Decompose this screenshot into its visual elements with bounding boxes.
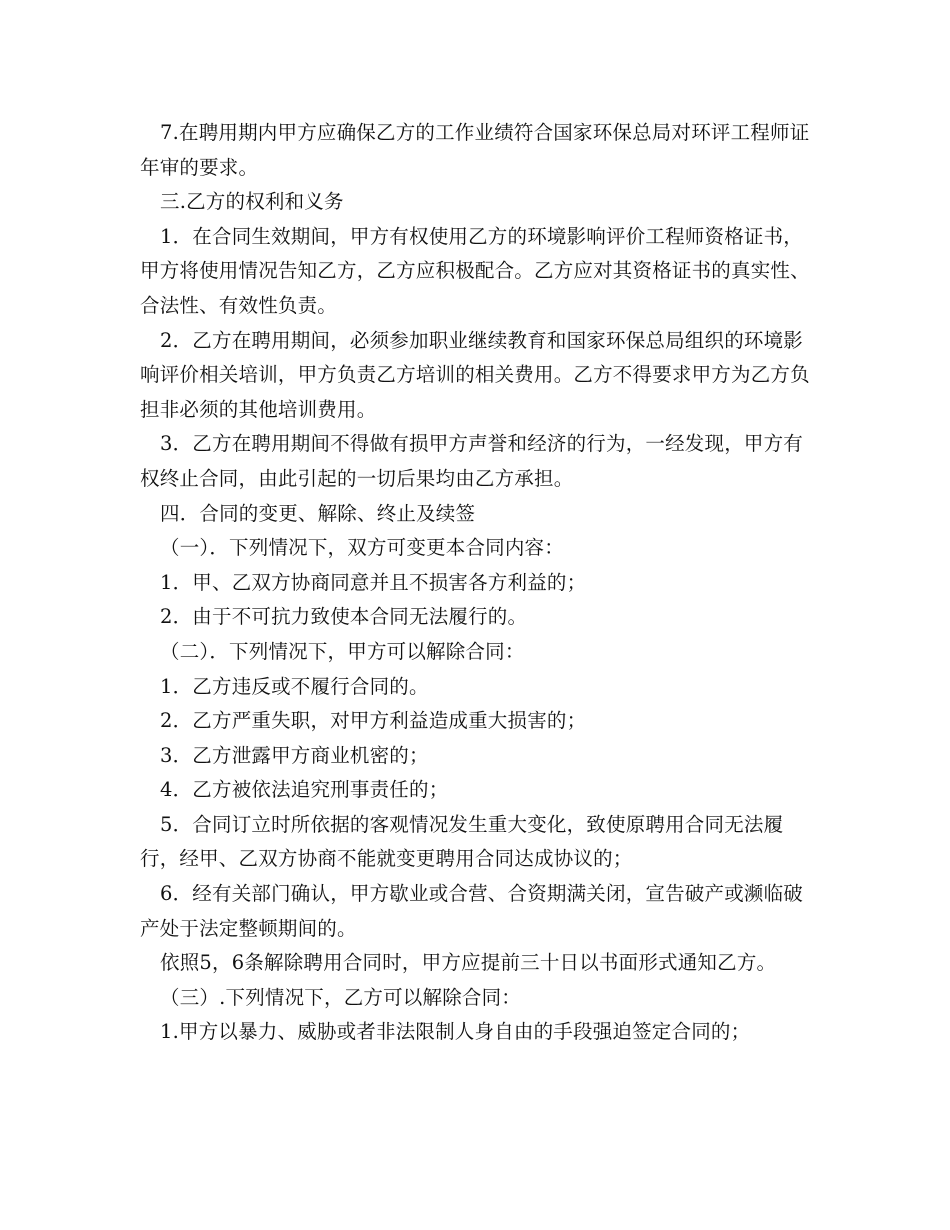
clause-4-2-6: 6．经有关部门确认，甲方歇业或合营、合资期满关闭，宣告破产或濒临破产处于法定整顿期间的。 [140,882,804,940]
section-heading-3: 三.乙方的权利和义务 [160,190,344,214]
clause-3-2: 2．乙方在聘用期间，必须参加职业继续教育和国家环保总局组织的环境影响评价相关培训，甲方负责乙方培训的相关费用。乙方不得要求甲方为乙方负担非必须的其他培训费用。 [140,328,810,421]
clause-4-2-5: 5．合同订立时所依据的客观情况发生重大变化，致使原聘用合同无法履行，经甲、乙双方协商不能就变更聘用合同达成协议的； [140,812,784,871]
subsection-heading-1: （一）．下列情况下，双方可变更本合同内容： [160,536,564,560]
section-heading-4: 四．合同的变更、解除、终止及续签 [160,501,476,525]
clause-4-1-2: 2．由于不可抗力致使本合同无法履行的。 [160,605,528,629]
clause-4-3-1: 1.甲方以暴力、威胁或者非法限制人身自由的手段强迫签定合同的； [160,1020,751,1044]
subsection-heading-3: （三）.下列情况下，乙方可以解除合同： [160,985,521,1009]
clause-4-2-2: 2．乙方严重失职，对甲方利益造成重大损害的； [160,709,587,733]
notice-requirement: 依照5，6条解除聘用合同时，甲方应提前三十日以书面形式通知乙方。 [160,951,777,975]
subsection-heading-2: （二）．下列情况下，甲方可以解除合同： [160,639,525,663]
clause-3-1: 1．在合同生效期间，甲方有权使用乙方的环境影响评价工程师资格证书，甲方将使用情况告知乙方，乙方应积极配合。乙方应对其资格证书的真实性、合法性、有效性负责。 [140,224,810,317]
clause-7: 7.在聘用期内甲方应确保乙方的工作业绩符合国家环保总局对环评工程师证年审的要求。 [140,121,810,179]
clause-3-3: 3．乙方在聘用期间不得做有损甲方声誉和经济的行为，一经发现，甲方有权终止合同，由此引起的一切后果均由乙方承担。 [140,432,804,490]
clause-4-1-1: 1．甲、乙双方协商同意并且不损害各方利益的； [160,570,587,594]
document-body [140,116,812,1050]
clause-4-2-1: 1．乙方违反或不履行合同的。 [160,674,429,698]
clause-4-2-4: 4．乙方被依法追究刑事责任的； [160,778,449,802]
clause-4-2-3: 3．乙方泄露甲方商业机密的； [160,743,429,767]
